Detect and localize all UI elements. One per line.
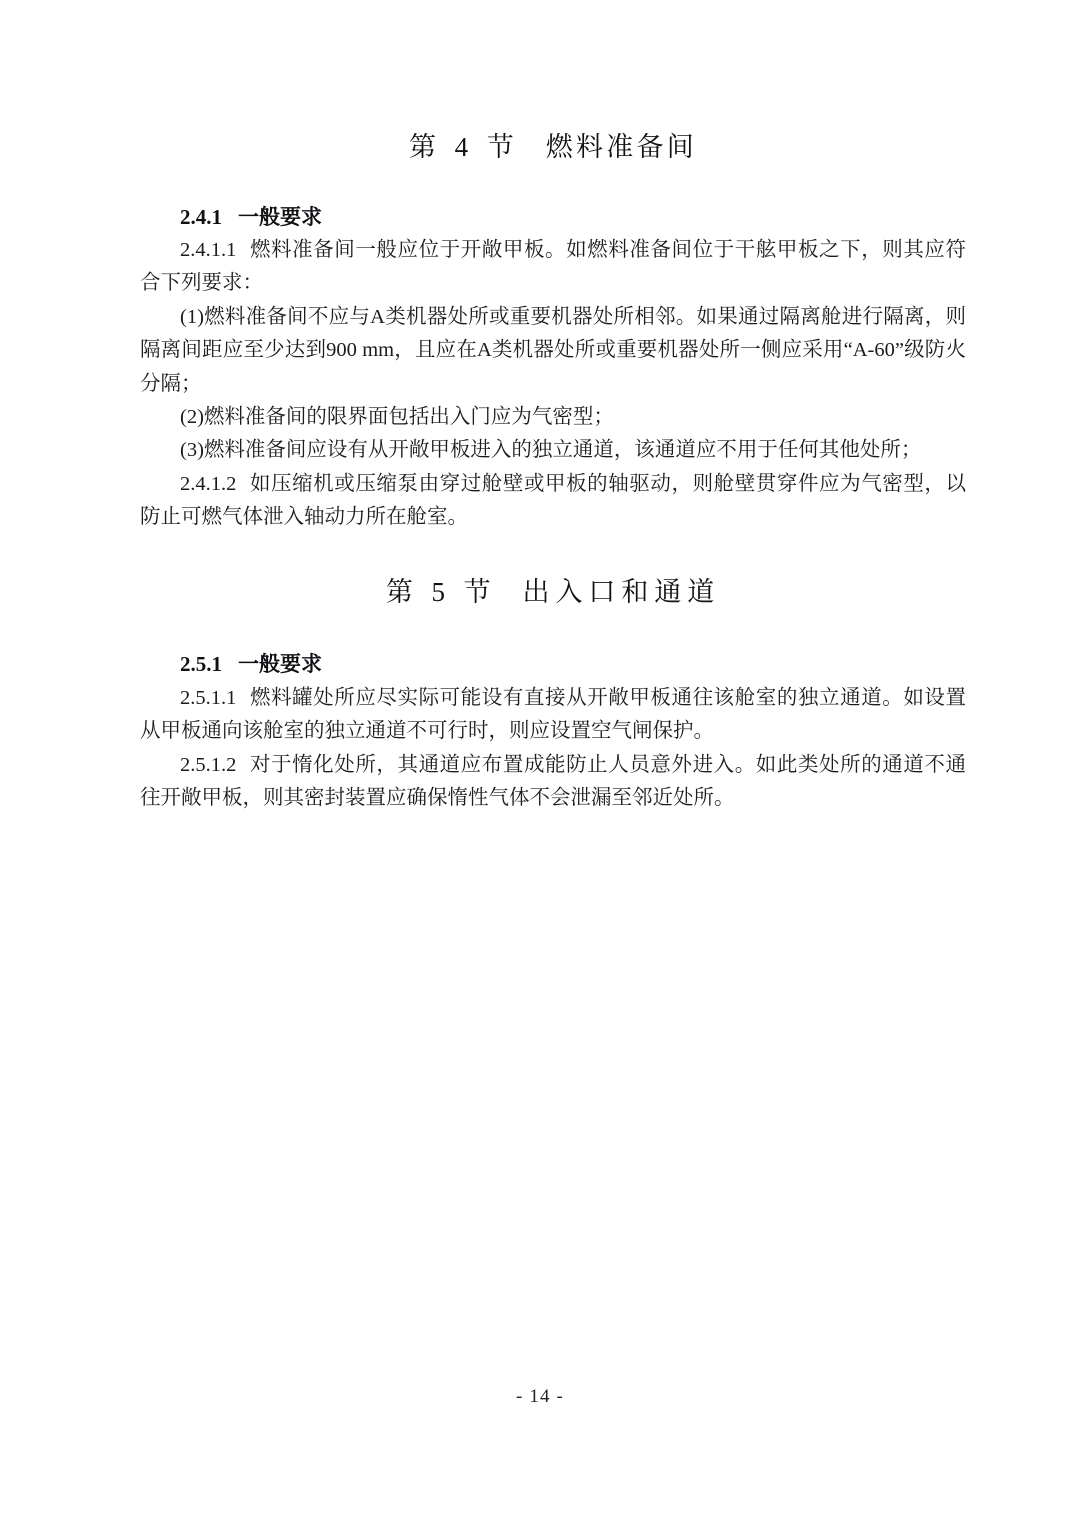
clause-2-5-1-1 bbox=[140, 682, 966, 749]
page-content bbox=[140, 0, 966, 815]
clause-2-4-1-1-number: 2.4.1.1 bbox=[180, 239, 237, 262]
clause-item-3-number: (3) bbox=[180, 439, 204, 462]
clause-item-1-text: 燃料准备间不应与A类机器处所或重要机器处所相邻。如果通过隔离舱进行隔离，则隔离间距应至少达到900 mm，且应在A类机器处所或重要机器处所一侧应采用“A-60”级防火分隔； bbox=[140, 305, 966, 395]
section-5-number: 第 5 节 bbox=[385, 576, 497, 607]
clause-2-5-1-2 bbox=[140, 749, 966, 816]
clause-2-4-1-1-item-2 bbox=[140, 401, 966, 434]
clause-2-4-1-1 bbox=[140, 234, 966, 301]
subheading-2-4-1-number: 2.4.1 bbox=[180, 204, 222, 229]
clause-item-2-number: (2) bbox=[180, 406, 204, 429]
subheading-2-4-1 bbox=[140, 204, 966, 231]
clause-2-4-1-1-item-3 bbox=[140, 434, 966, 467]
subheading-2-4-1-title: 一般要求 bbox=[238, 204, 322, 229]
clause-2-5-1-2-text: 对于惰化处所，其通道应布置成能防止人员意外进入。如此类处所的通道不通往开敞甲板，则其密封装置应确保惰性气体不会泄漏至邻近处所。 bbox=[140, 753, 966, 809]
clause-2-4-1-1-text: 燃料准备间一般应位于开敞甲板。如燃料准备间位于干舷甲板之下，则其应符合下列要求： bbox=[140, 239, 966, 295]
clause-item-1-number: (1) bbox=[180, 305, 204, 328]
clause-2-4-1-1-item-1 bbox=[140, 301, 966, 401]
subheading-2-5-1-title: 一般要求 bbox=[238, 652, 322, 677]
section-heading-4 bbox=[140, 131, 966, 165]
subheading-2-5-1-number: 2.5.1 bbox=[180, 652, 222, 677]
clause-2-4-1-2-text: 如压缩机或压缩泵由穿过舱壁或甲板的轴驱动，则舱壁贯穿件应为气密型，以防止可燃气体泄入轴动力所在舱室。 bbox=[140, 472, 966, 529]
clause-2-4-1-2-number: 2.4.1.2 bbox=[180, 472, 237, 495]
section-4-title: 燃料准备间 bbox=[545, 132, 697, 162]
clause-2-5-1-1-number: 2.5.1.1 bbox=[180, 686, 237, 709]
clause-2-5-1-1-text: 燃料罐处所应尽实际可能设有直接从开敞甲板通往该舱室的独立通道。如设置从甲板通向该舱室的独立通道不可行时，则应设置空气闸保护。 bbox=[140, 686, 966, 743]
clause-item-3-text: 燃料准备间应设有从开敞甲板进入的独立通道，该通道应不用于任何其他处所； bbox=[203, 439, 922, 462]
clause-item-2-text: 燃料准备间的限界面包括出入门应为气密型； bbox=[203, 406, 614, 429]
subheading-2-5-1 bbox=[140, 651, 966, 678]
section-5-title: 出入口和通道 bbox=[522, 576, 721, 607]
clause-2-5-1-2-number: 2.5.1.2 bbox=[180, 753, 237, 776]
page-number: - 14 - bbox=[516, 1386, 564, 1407]
section-heading-5 bbox=[140, 576, 966, 610]
section-4-number: 第 4 节 bbox=[409, 132, 520, 162]
clause-2-4-1-2 bbox=[140, 468, 966, 535]
